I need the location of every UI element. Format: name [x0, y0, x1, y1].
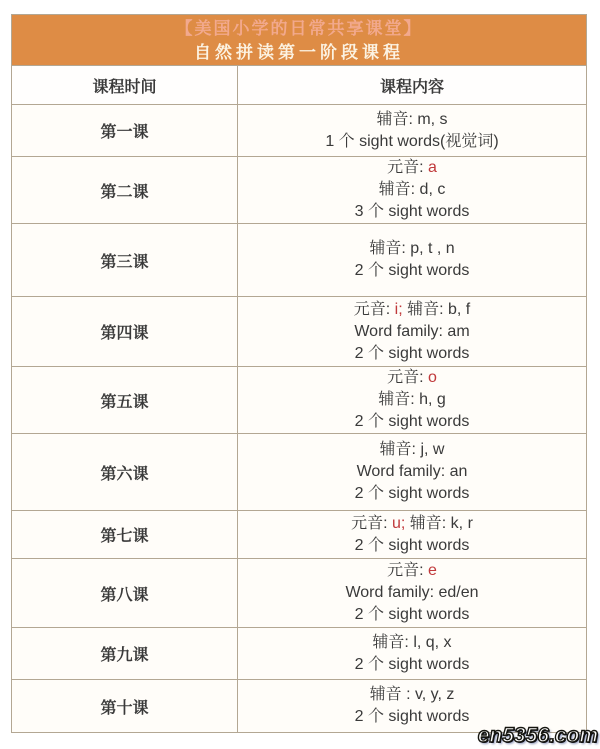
lesson-name: 第一课	[12, 105, 238, 156]
content-text: 元音:	[387, 562, 428, 579]
content-text: 2 个 sight words	[354, 485, 470, 502]
content-text: 辅音: h, g	[378, 391, 446, 408]
table-row	[12, 433, 586, 510]
lesson-content	[238, 367, 586, 433]
content-text: 1 个 sight words(视觉词)	[325, 132, 499, 150]
course-table	[11, 14, 587, 733]
lesson-name: 第八课	[12, 559, 238, 627]
table-row	[12, 366, 586, 433]
content-line	[345, 582, 478, 604]
lesson-name: 第二课	[12, 157, 238, 223]
content-line	[355, 535, 470, 557]
table-body	[12, 104, 586, 732]
content-line	[355, 706, 470, 728]
lesson-name: 第五课	[12, 367, 238, 433]
table-header-row	[12, 65, 586, 104]
content-text: 2 个 sight words	[354, 655, 470, 673]
lesson-content	[238, 511, 586, 558]
vowel-accent: u;	[392, 514, 406, 532]
content-line	[369, 238, 454, 260]
vowel-accent: e	[428, 562, 437, 579]
content-text: 2 个 sight words	[354, 262, 470, 279]
content-text: 辅音: m, s	[376, 110, 448, 128]
content-text: 辅音: d, c	[378, 181, 446, 198]
content-line	[378, 389, 446, 411]
content-text: Word family: ed/en	[345, 584, 479, 601]
content-line	[379, 179, 446, 201]
content-line	[372, 632, 451, 654]
content-line	[387, 157, 437, 179]
column-header-content: 课程内容	[379, 78, 444, 96]
content-text: 辅音: k, r	[405, 514, 473, 532]
vowel-accent: o	[428, 369, 437, 386]
lesson-name: 第六课	[12, 434, 238, 510]
content-text: 辅音 : v, y, z	[369, 686, 455, 703]
watermark: en5356.com	[477, 724, 598, 747]
content-text: 元音:	[387, 159, 428, 176]
table-row	[12, 156, 586, 223]
content-line	[357, 461, 468, 483]
lesson-content	[238, 628, 586, 679]
content-text: 3 个 sight words	[354, 203, 470, 220]
content-line	[355, 654, 470, 676]
content-line	[376, 109, 447, 131]
content-line	[355, 201, 470, 223]
table-row	[12, 558, 586, 627]
lesson-content	[238, 434, 586, 510]
table-row	[12, 627, 586, 679]
table-row	[12, 223, 586, 296]
content-text: 元音:	[351, 514, 392, 532]
table-title-banner	[12, 15, 586, 65]
content-line	[355, 260, 470, 282]
banner-title: 【美国小学的日常共享课堂】	[175, 18, 423, 38]
content-text: 2 个 sight words	[354, 536, 470, 554]
lesson-content	[238, 105, 586, 156]
content-line	[355, 483, 470, 505]
content-line	[355, 411, 470, 433]
content-line	[351, 513, 473, 535]
content-line	[387, 560, 437, 582]
vowel-accent: a	[428, 159, 437, 176]
content-line	[325, 131, 498, 153]
content-text: Word family: an	[356, 463, 468, 480]
table-row	[12, 296, 586, 366]
content-text: 元音:	[353, 300, 395, 318]
content-text: 2 个 sight words	[354, 708, 470, 725]
lesson-name: 第十课	[12, 680, 238, 732]
content-text: 2 个 sight words	[354, 606, 470, 623]
lesson-content	[238, 559, 586, 627]
content-text: 元音:	[387, 369, 428, 386]
content-text: 辅音: j, w	[379, 441, 445, 458]
lesson-content	[238, 224, 586, 296]
lesson-name: 第七课	[12, 511, 238, 558]
lesson-name: 第四课	[12, 297, 238, 366]
content-line	[387, 367, 437, 389]
content-line	[370, 684, 455, 706]
content-text: 辅音: p, t , n	[369, 240, 455, 257]
lesson-content	[238, 297, 586, 366]
table-row	[12, 104, 586, 156]
content-text: 2 个 sight words	[354, 344, 470, 362]
banner-subtitle: 自然拼读第一阶段课程	[194, 42, 404, 62]
content-line	[354, 299, 470, 321]
vowel-accent: i;	[394, 300, 403, 318]
content-line	[354, 321, 469, 343]
lesson-content	[238, 157, 586, 223]
lesson-name: 第三课	[12, 224, 238, 296]
table-row	[12, 510, 586, 558]
content-line	[380, 439, 445, 461]
content-line	[355, 604, 470, 626]
content-text: 2 个 sight words	[354, 413, 470, 430]
lesson-name: 第九课	[12, 628, 238, 679]
content-line	[355, 343, 470, 365]
content-text: 辅音: b, f	[402, 300, 471, 318]
content-text: Word family: am	[354, 322, 470, 340]
column-header-time: 课程时间	[12, 66, 238, 104]
content-text: 辅音: l, q, x	[372, 633, 452, 651]
